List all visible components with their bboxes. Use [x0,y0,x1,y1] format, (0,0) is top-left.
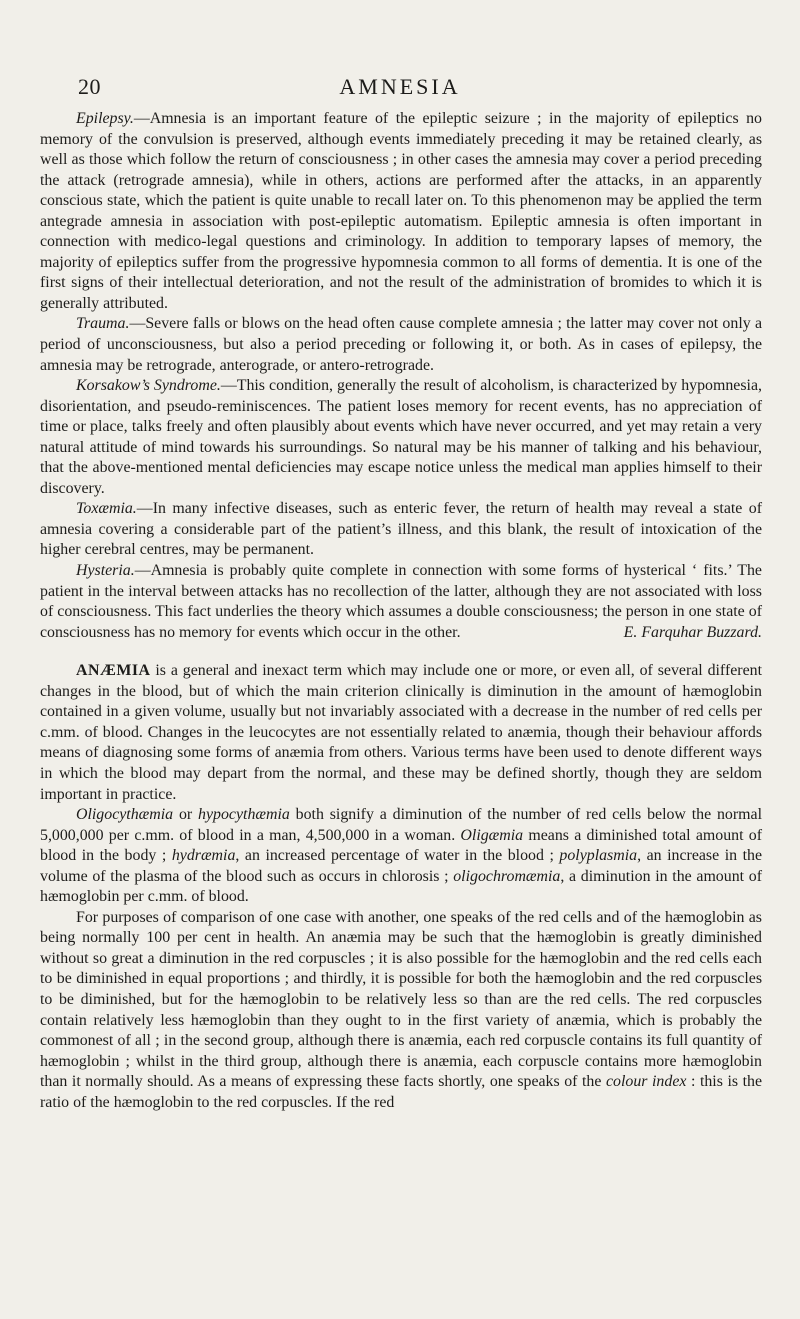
paragraph-anaemia-terms [40,805,762,908]
running-head: AMNESIA [339,74,461,99]
text-hysteria: —Amnesia is probably quite complete in connection with some forms of hysterical ‘ fits.’ The patient in the interval between attacks has no recollection of the latter, although they are not associated with loss of consciousness. This fact underlies the theory which assumes a double consciousness; the person in one state of consciousness has no memory for events which occur in the other. [40,562,762,641]
term-oligocythaemia: Oligocythæmia [76,806,174,824]
term-oligaemia: Oligæmia [460,826,524,844]
term-oligochromaemia: oligochromæmia [453,867,561,885]
paragraph-trauma [40,314,762,376]
term-hydraemia: hydræmia [171,847,236,865]
paragraph-anaemia-comparison [40,908,762,1113]
paragraph-toxaemia [40,499,762,561]
heading-toxaemia: Toxæmia. [76,500,137,518]
text-trauma: —Severe falls or blows on the head often cause complete amnesia ; the latter may cover not only a period of unconsciousness, but also a period preceding or following it, or both. As in cases of epilepsy, the amnesia may be retrograde, anterograde, or antero-retrograde. [40,315,762,374]
terms-connector: or [173,806,199,824]
heading-epilepsy: Epilepsy. [76,110,134,127]
terms-connector: , an increase in the volume of the plasma of the blood such as occurs in chlorosis ; [40,847,762,885]
paragraph-epilepsy [40,109,762,314]
author-signature: E. Farquhar Buzzard. [623,623,762,641]
terms-connector: , an increased percentage of water in the blood ; [235,847,560,865]
term-polyplasmia: polyplasmia [559,847,638,865]
paragraph-hysteria [40,561,762,643]
paragraph-korsakow [40,376,762,499]
term-colour-index: colour index [605,1073,687,1091]
term-hypocythaemia: hypocythæmia [198,806,290,824]
terms-connector: both signify a diminution of the number of red cells below the normal 5,000,000 per c.mm. of blood in a man, 4,500,000 in a woman. [40,806,763,844]
terms-connector: , a diminution in the amount of hæmoglobin per c.mm. of blood. [40,867,762,906]
text-anaemia-intro: is a general and inexact term which may include one or more, or even all, of several different changes in the blood, but of which the main criterion clinically is diminution in the amount of hæmoglobin contained in a given volume, usually but not invariably associated with a decrease in the number of red cells per c.mm. of blood. Changes in the leucocytes are not essentially related to anæmia, though their behaviour affords means of diagnosing some forms of anæmia from others. Various terms have been used to denote different ways in which the blood may depart from the normal, and these may be defined shortly, though they are seldom important in practice. [40,662,762,803]
text-korsakow: —This condition, generally the result of alcoholism, is characterized by hypomnesia, disorientation, and pseudo-reminiscences. The patient loses memory for recent events, has no appreciation of time or place, talks freely and often plausibly about events which have never occurred, and yet may retain a very natural attitude of mind towards his surroundings. So natural may be his manner of talking and his behaviour, that the above-mentioned mental deficiencies may escape notice unless the medical man applies himself to their discovery. [40,377,762,497]
paragraph-anaemia-intro [40,661,762,805]
heading-trauma: Trauma. [76,315,130,333]
page-number: 20 [78,74,101,99]
text-comparison-part1: For purposes of comparison of one case with another, one speaks of the red cells and of the hæmoglobin as being normally 100 per cent in health. An anæmia may be such that the hæmoglobin is greatly diminished without so great a diminution in the red corpuscles ; it is also possible for the hæmoglobin and the red cells each to be diminished in equal proportions ; and thirdly, it is possible for both the hæmoglobin and the red corpuscles to be diminished, but for the hæmoglobin to be relatively less so than are the red cells. The red corpuscles contain relatively less hæmoglobin than they ought to in the first variety of anæmia, which is probably the commonest of all ; in the second group, although there is anæmia, each red corpuscle contains its full quantity of hæmoglobin ; whilst in the third group, although there is anæmia, each corpuscle contains more hæmoglobin than it normally should. As a means of expressing these facts shortly, one speaks of the [40,908,762,1091]
heading-korsakow: Korsakow’s Syndrome. [76,377,221,395]
heading-hysteria: Hysteria. [76,562,135,580]
page-header [0,74,800,104]
text-toxaemia: —In many infective diseases, such as enteric fever, the return of health may reveal a state of amnesia covering a considerable part of the patient’s illness, and this blank, the result of intoxication of the higher cerebral centres, may be permanent. [40,500,762,559]
text-epilepsy: —Amnesia is an important feature of the epileptic seizure ; in the majority of epileptics no memory of the convulsion is preserved, although events immediately preceding it may be retained clearly, as well as those which follow the return of consciousness ; in other cases the amnesia may cover a period preceding the attack (retrograde amnesia), while in others, actions are performed after the attacks, in an apparently conscious state, which the patient is quite unable to recall later on. To this phenomenon may be applied the term antegrade amnesia in association with post-epileptic automatism. Epileptic amnesia is often important in connection with medico-legal questions and criminology. In addition to temporary lapses of memory, the majority of epileptics suffer from the progressive hypomnesia common to all forms of dementia. It is one of the first signs of their intellectual deterioration, and not the result of the administration of bromides to which it is generally attributed. [40,110,762,312]
text-comparison-part2: : this is the ratio of the hæmoglobin to the red corpuscles. If the red [40,1073,763,1111]
body-text [40,109,762,1113]
terms-connector: means a diminished total amount of blood in the body ; [40,826,762,865]
heading-anaemia: ANÆMIA [76,662,151,680]
